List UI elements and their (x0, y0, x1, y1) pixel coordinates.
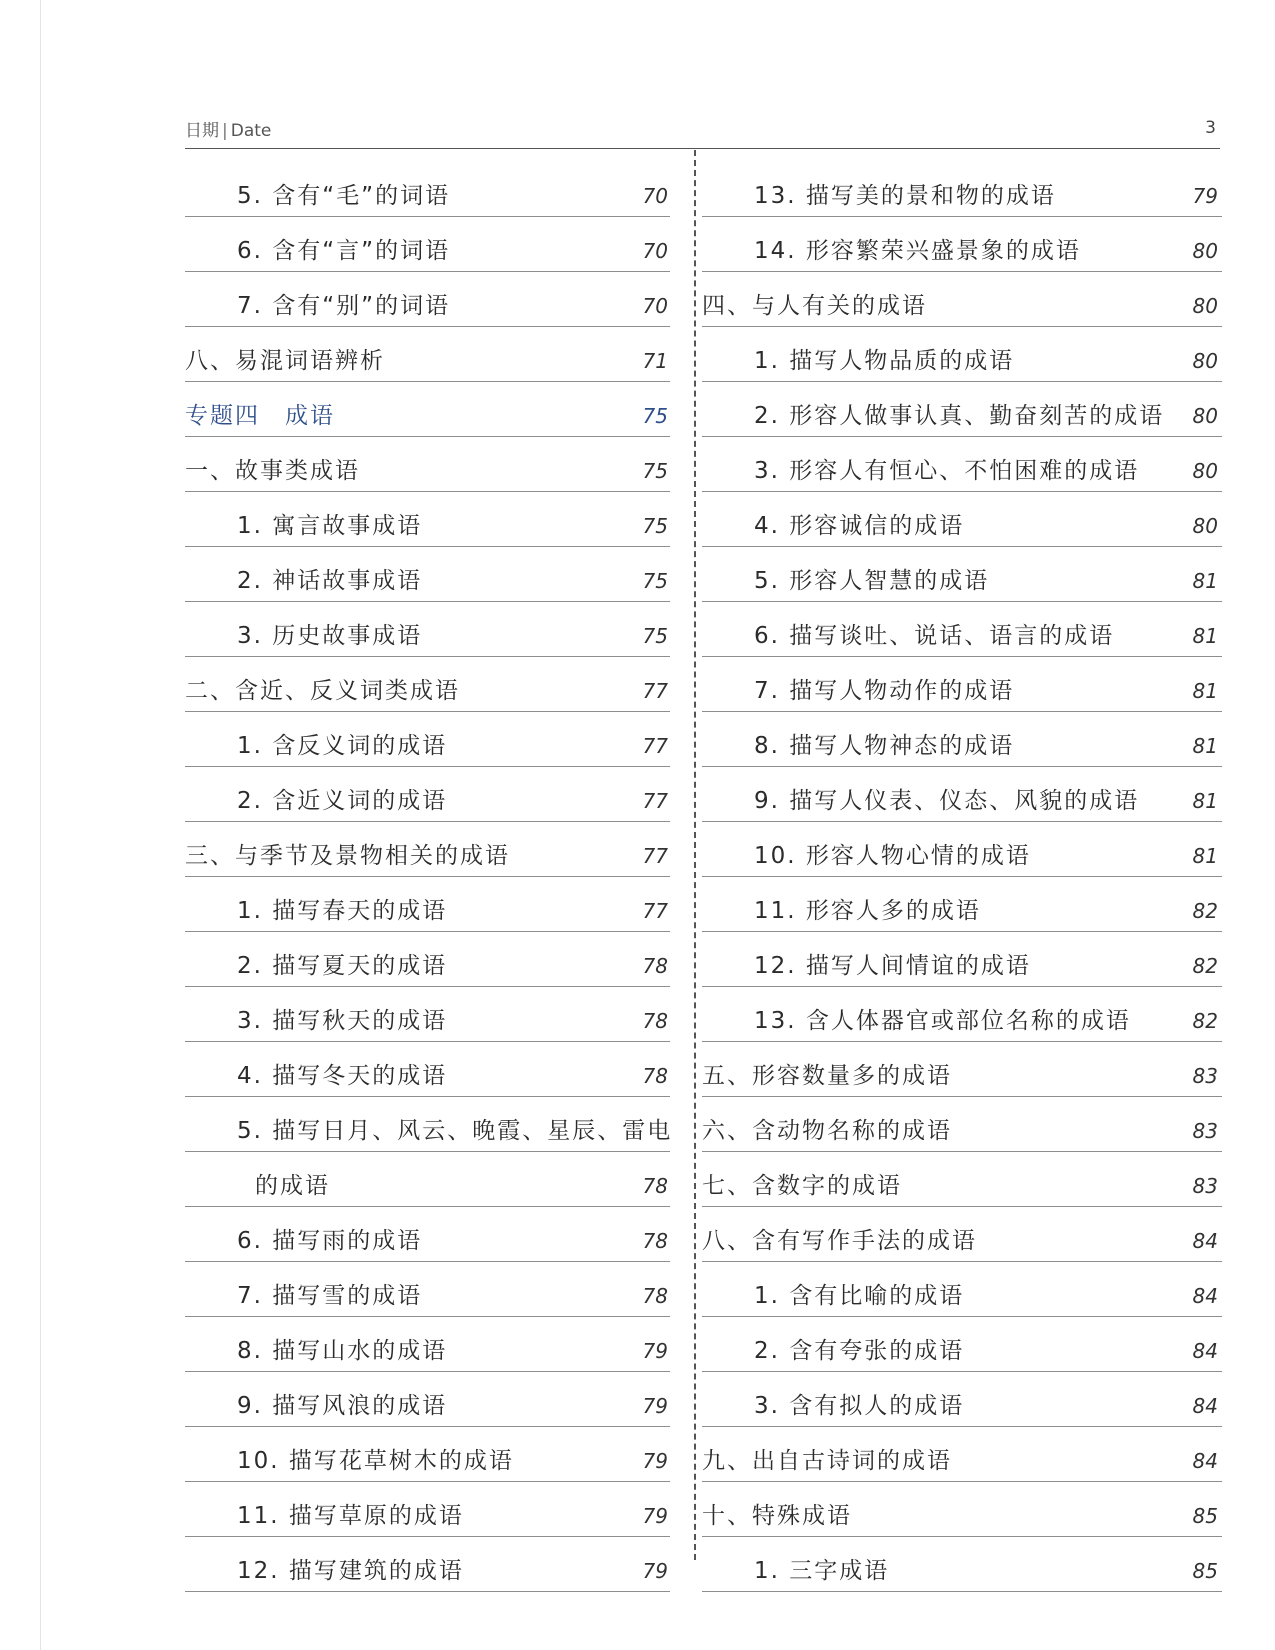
toc-entry-title: 8. 描写人物神态的成语 (754, 733, 1015, 759)
toc-entry-page: 84 (1192, 1284, 1218, 1308)
toc-entry (185, 1207, 670, 1262)
toc-entry-page: 83 (1192, 1064, 1218, 1088)
toc-entry-title: 1. 描写春天的成语 (237, 898, 448, 924)
toc-entry (702, 657, 1222, 712)
toc-entry (185, 1482, 670, 1537)
column-divider (694, 150, 696, 1560)
toc-entry-title: 6. 含有“言”的词语 (237, 238, 451, 264)
toc-entry-page: 70 (642, 294, 668, 318)
toc-entry-title: 五、形容数量多的成语 (702, 1063, 952, 1089)
toc-entry-page: 78 (642, 1229, 668, 1253)
toc-entry-page: 71 (642, 349, 668, 373)
toc-entry-title: 9. 描写人仪表、仪态、风貌的成语 (754, 788, 1140, 814)
toc-entry (702, 217, 1222, 272)
toc-entry-page: 80 (1192, 514, 1218, 538)
toc-entry (702, 987, 1222, 1042)
toc-entry-title: 11. 形容人多的成语 (754, 898, 981, 924)
date-separator: | (222, 121, 228, 141)
date-label (185, 116, 271, 141)
toc-entry-title: 3. 形容人有恒心、不怕困难的成语 (754, 458, 1140, 484)
toc-entry (185, 602, 670, 657)
toc-entry (185, 1097, 673, 1152)
toc-entry-title: 14. 形容繁荣兴盛景象的成语 (754, 238, 1081, 264)
toc-entry-title: 2. 含有夸张的成语 (754, 1338, 965, 1364)
toc-entry-title: 2. 神话故事成语 (237, 568, 423, 594)
toc-entry (702, 327, 1222, 382)
toc-entry-page: 82 (1192, 899, 1218, 923)
toc-entry-title: 三、与季节及景物相关的成语 (185, 843, 510, 869)
toc-entry-page: 79 (642, 1504, 668, 1528)
toc-entry-title: 2. 描写夏天的成语 (237, 953, 448, 979)
toc-entry-title: 1. 含有比喻的成语 (754, 1283, 965, 1309)
toc-left-column (185, 162, 673, 1592)
toc-entry (702, 1262, 1222, 1317)
toc-entry (185, 657, 670, 712)
toc-entry-page: 84 (1192, 1449, 1218, 1473)
toc-entry-page: 80 (1192, 459, 1218, 483)
toc-entry (702, 1042, 1222, 1097)
toc-entry (702, 1537, 1222, 1592)
toc-entry-page: 75 (642, 514, 668, 538)
toc-entry-title: 7. 描写人物动作的成语 (754, 678, 1015, 704)
toc-entry-page: 81 (1192, 734, 1218, 758)
toc-entry-page: 82 (1192, 1009, 1218, 1033)
toc-entry (185, 1537, 670, 1592)
toc-entry-page: 75 (642, 459, 668, 483)
toc-entry-page: 80 (1192, 349, 1218, 373)
toc-entry-page: 85 (1192, 1559, 1218, 1583)
toc-entry-page: 79 (642, 1449, 668, 1473)
toc-entry-title: 九、出自古诗词的成语 (702, 1448, 952, 1474)
toc-entry-page: 78 (642, 1284, 668, 1308)
toc-entry-title: 1. 三字成语 (754, 1558, 890, 1584)
toc-entry-page: 84 (1192, 1394, 1218, 1418)
toc-entry-page: 78 (642, 1064, 668, 1088)
toc-entry-page: 84 (1192, 1229, 1218, 1253)
toc-entry-page: 77 (642, 844, 668, 868)
toc-entry-title: 七、含数字的成语 (702, 1173, 902, 1199)
toc-entry (702, 1482, 1222, 1537)
toc-entry-page: 75 (642, 624, 668, 648)
toc-entry-title: 的成语 (255, 1173, 330, 1199)
toc-entry (185, 712, 670, 767)
toc-entry-title: 1. 寓言故事成语 (237, 513, 423, 539)
toc-entry (185, 492, 670, 547)
toc-entry (702, 437, 1222, 492)
toc-entry-title: 专题四 成语 (185, 403, 335, 429)
toc-entry (185, 272, 670, 327)
toc-entry (702, 272, 1222, 327)
toc-entry-page: 75 (642, 569, 668, 593)
toc-entry (185, 1317, 670, 1372)
toc-entry-title: 10. 形容人物心情的成语 (754, 843, 1031, 869)
toc-entry (702, 1427, 1222, 1482)
toc-entry-page: 83 (1192, 1119, 1218, 1143)
toc-entry (702, 932, 1222, 987)
toc-entry (185, 217, 670, 272)
toc-entry-page: 77 (642, 789, 668, 813)
toc-entry-page: 81 (1192, 569, 1218, 593)
toc-entry (185, 877, 670, 932)
toc-entry-page: 79 (642, 1394, 668, 1418)
toc-entry-page: 78 (642, 954, 668, 978)
scan-page-edge (40, 0, 41, 1650)
toc-entry (185, 932, 670, 987)
date-label-cn: 日期 (185, 121, 219, 141)
toc-entry-title: 3. 描写秋天的成语 (237, 1008, 448, 1034)
toc-entry (702, 1207, 1222, 1262)
toc-entry (185, 437, 670, 492)
toc-entry (185, 382, 670, 437)
toc-entry-page: 80 (1192, 239, 1218, 263)
toc-entry-title: 八、易混词语辨析 (185, 348, 385, 374)
toc-entry-title: 4. 描写冬天的成语 (237, 1063, 448, 1089)
toc-entry-title: 13. 含人体器官或部位名称的成语 (754, 1008, 1131, 1034)
toc-entry-title: 1. 含反义词的成语 (237, 733, 448, 759)
toc-entry-title: 10. 描写花草树木的成语 (237, 1448, 514, 1474)
toc-entry-page: 81 (1192, 679, 1218, 703)
toc-entry-title: 2. 形容人做事认真、勤奋刻苦的成语 (754, 403, 1165, 429)
toc-entry-page: 78 (642, 1009, 668, 1033)
toc-entry (185, 327, 670, 382)
toc-entry-page: 75 (642, 404, 668, 428)
toc-entry-title: 12. 描写人间情谊的成语 (754, 953, 1031, 979)
toc-entry-title: 6. 描写谈吐、说话、语言的成语 (754, 623, 1115, 649)
toc-entry (702, 822, 1222, 877)
toc-entry-title: 六、含动物名称的成语 (702, 1118, 952, 1144)
toc-entry-page: 70 (642, 239, 668, 263)
toc-entry-page: 80 (1192, 404, 1218, 428)
toc-entry-page: 85 (1192, 1504, 1218, 1528)
toc-entry (185, 162, 670, 217)
toc-entry-page: 83 (1192, 1174, 1218, 1198)
toc-entry-page: 79 (1192, 184, 1218, 208)
toc-entry-title: 5. 形容人智慧的成语 (754, 568, 990, 594)
toc-entry (702, 1152, 1222, 1207)
toc-entry-title: 11. 描写草原的成语 (237, 1503, 464, 1529)
toc-entry-title: 1. 描写人物品质的成语 (754, 348, 1015, 374)
toc-entry-title: 八、含有写作手法的成语 (702, 1228, 977, 1254)
toc-entry-title: 12. 描写建筑的成语 (237, 1558, 464, 1584)
toc-entry (185, 1152, 670, 1207)
toc-entry (702, 492, 1222, 547)
toc-right-column (702, 162, 1222, 1592)
toc-entry (702, 547, 1222, 602)
toc-entry-page: 80 (1192, 294, 1218, 318)
toc-entry-page: 81 (1192, 789, 1218, 813)
toc-entry (702, 1097, 1222, 1152)
toc-entry (185, 1427, 670, 1482)
page-number: 3 (1205, 118, 1216, 138)
toc-entry-page: 77 (642, 899, 668, 923)
toc-entry-title: 3. 历史故事成语 (237, 623, 423, 649)
toc-entry (702, 767, 1222, 822)
toc-entry (185, 1042, 670, 1097)
toc-entry-title: 7. 描写雪的成语 (237, 1283, 423, 1309)
toc-entry-title: 5. 含有“毛”的词语 (237, 183, 451, 209)
toc-entry-title: 7. 含有“别”的词语 (237, 293, 451, 319)
page-header (185, 112, 1220, 149)
toc-entry (185, 1262, 670, 1317)
toc-entry (702, 712, 1222, 767)
toc-entry-title: 四、与人有关的成语 (702, 293, 927, 319)
toc-entry-page: 77 (642, 734, 668, 758)
toc-entry (702, 382, 1222, 437)
toc-entry (185, 1372, 670, 1427)
toc-entry-page: 82 (1192, 954, 1218, 978)
toc-entry-page: 77 (642, 679, 668, 703)
toc-entry (185, 987, 670, 1042)
toc-entry-page: 79 (642, 1559, 668, 1583)
toc-entry-page: 79 (642, 1339, 668, 1363)
toc-entry-title: 8. 描写山水的成语 (237, 1338, 448, 1364)
toc-entry-title: 3. 含有拟人的成语 (754, 1393, 965, 1419)
toc-entry (702, 1317, 1222, 1372)
toc-entry-page: 84 (1192, 1339, 1218, 1363)
toc-entry-page: 70 (642, 184, 668, 208)
toc-entry (185, 822, 670, 877)
toc-entry-page: 81 (1192, 844, 1218, 868)
toc-entry (702, 162, 1222, 217)
toc-entry-title: 4. 形容诚信的成语 (754, 513, 965, 539)
toc-entry-title: 6. 描写雨的成语 (237, 1228, 423, 1254)
toc-entry-page: 81 (1192, 624, 1218, 648)
date-label-en: Date (230, 121, 272, 141)
toc-entry-title: 一、故事类成语 (185, 458, 360, 484)
toc-entry-title: 5. 描写日月、风云、晚霞、星辰、雷电 (237, 1118, 673, 1144)
toc-entry (702, 1372, 1222, 1427)
toc-entry-title: 十、特殊成语 (702, 1503, 852, 1529)
toc-entry-page: 78 (642, 1174, 668, 1198)
toc-entry (702, 602, 1222, 657)
toc-entry-title: 二、含近、反义词类成语 (185, 678, 460, 704)
toc-entry-title: 2. 含近义词的成语 (237, 788, 448, 814)
toc-entry-title: 9. 描写风浪的成语 (237, 1393, 448, 1419)
toc-entry (702, 877, 1222, 932)
toc-entry (185, 767, 670, 822)
toc-entry-title: 13. 描写美的景和物的成语 (754, 183, 1056, 209)
toc-entry (185, 547, 670, 602)
